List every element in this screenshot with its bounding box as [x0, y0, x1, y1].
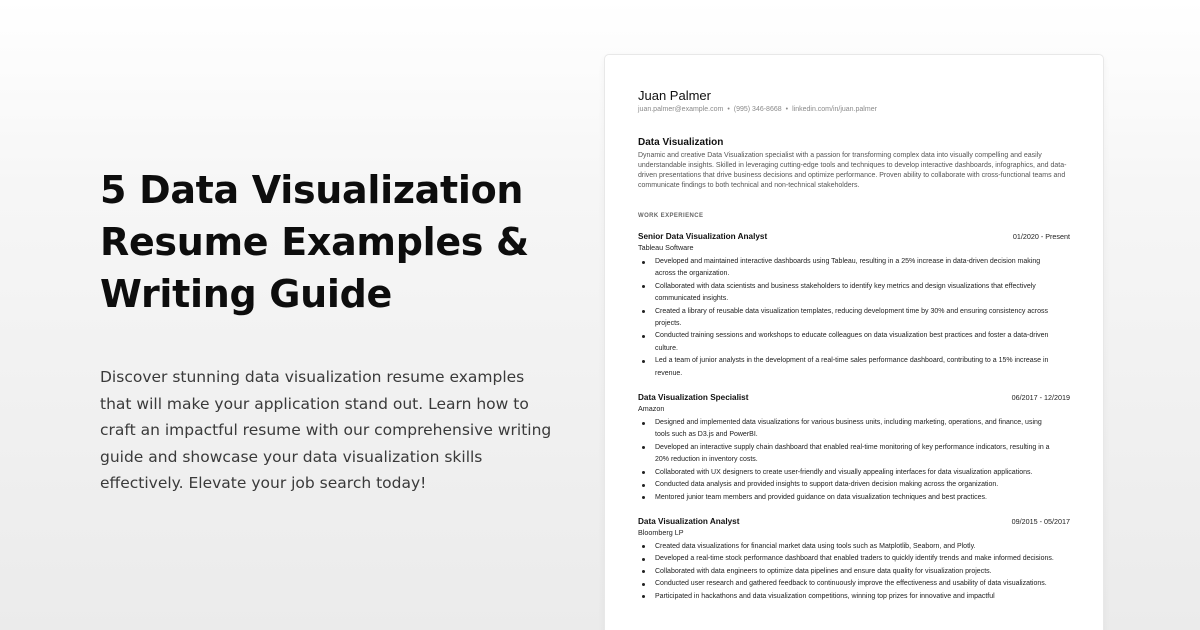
page-headline	[100, 164, 560, 320]
job-bullet: Mentored junior team members and provided guidance on data visualization techniques and best practices.	[655, 492, 1058, 504]
job-company: Bloomberg LP	[638, 527, 684, 537]
resume-summary: Dynamic and creative Data Visualization specialist with a passion for transforming complex data into visually compelling and easily understandable insights. Skilled in leveraging cutting-edge tools and techniques to develop interactive dashboards, infographics, and data-driven presentations that drive business decisions and optimize performance. Proven ability to collaborate with cross-functional teams and communicate findings to both technical and non-technical stakeholders.	[638, 152, 1067, 189]
job-company: Amazon	[638, 404, 665, 414]
job-header	[638, 232, 1070, 242]
job-title: Data Visualization Analyst	[638, 516, 740, 526]
job-title: Data Visualization Specialist	[638, 393, 749, 403]
contact-email: juan.palmer@example.com	[638, 106, 724, 113]
job-dates: 06/2017 - 12/2019	[1011, 393, 1070, 403]
job-bullet: Led a team of junior analysts in the development of a real-time sales performance dashboard, contributing to a 15% increase in revenue.	[655, 355, 1058, 380]
job-bullets	[638, 417, 1058, 504]
job-bullets	[638, 256, 1058, 380]
page-description: Discover stunning data visualization resume examples that will make your application stand out. Learn how to craft an impactful resume with our comprehensive writing guide and showcase your data visualization skills effectively. Elevate your job search today!	[100, 368, 552, 492]
job-bullet: Developed and maintained interactive dashboards using Tableau, resulting in a 25% increase in data-driven decision making across the organization.	[655, 256, 1058, 281]
job-bullet: Created data visualizations for financial market data using tools such as Matplotlib, Seaborn, and Plotly.	[655, 541, 1058, 553]
job-bullet: Designed and implemented data visualizations for various business units, including marketing, operations, and finance, using tools such as D3.js and PowerBI.	[655, 417, 1058, 442]
headline-line: Resume Examples &	[100, 220, 529, 264]
job-bullet: Conducted data analysis and provided insights to support data-driven decision making across the organization.	[655, 479, 1058, 491]
headline-line: 5 Data Visualization	[100, 168, 524, 212]
job-bullet: Developed a real-time stock performance dashboard that enabled traders to quickly identify trends and make informed decisions.	[655, 553, 1058, 565]
job-title: Senior Data Visualization Analyst	[638, 232, 768, 241]
contact-separator: •	[727, 106, 730, 113]
job-company: Tableau Software	[638, 243, 694, 252]
contact-separator: •	[785, 106, 789, 113]
job-dates: 09/2015 - 05/2017	[1011, 516, 1070, 526]
job-bullet: Participated in hackathons and data visualization competitions, winning top prizes for innovative and impactful	[655, 591, 1058, 603]
job-header	[638, 393, 1070, 403]
job-entry	[638, 393, 1070, 504]
job-entry	[638, 232, 1070, 380]
job-bullet: Collaborated with UX designers to create user-friendly and visually appealing interfaces for data visualization applications.	[655, 467, 1058, 479]
job-bullet: Collaborated with data engineers to optimize data pipelines and ensure data quality for visualization projects.	[655, 566, 1058, 578]
job-entry	[638, 517, 1070, 603]
section-heading-work-experience: WORK EXPERIENCE	[638, 213, 704, 219]
job-bullets	[638, 541, 1058, 603]
job-bullet: Developed an interactive supply chain dashboard that enabled real-time monitoring of key performance indicators, resulting in a 20% reduction in inventory costs.	[655, 442, 1058, 467]
resume-name: Juan Palmer	[638, 88, 711, 103]
resume-contact	[638, 105, 1070, 114]
job-bullet: Conducted training sessions and workshops to educate colleagues on data visualization best practices and foster a data-driven culture.	[655, 330, 1058, 355]
job-dates: 01/2020 - Present	[1012, 232, 1070, 241]
job-bullet: Conducted user research and gathered feedback to continuously improve the effectiveness and usability of data visualizations.	[655, 578, 1058, 590]
resume-preview	[605, 55, 1103, 630]
contact-linkedin: linkedin.com/in/juan.palmer	[792, 106, 877, 113]
headline-line: Writing Guide	[100, 272, 393, 316]
resume-title: Data Visualization	[638, 137, 724, 148]
job-bullet: Created a library of reusable data visualization templates, reducing development time by 30% and ensuring consistency across projects.	[655, 306, 1058, 331]
job-header	[638, 517, 1070, 527]
contact-phone: (995) 346-8668	[733, 106, 782, 113]
job-bullet: Collaborated with data scientists and business stakeholders to identify key metrics and design visualizations that effectively communicated insights.	[655, 281, 1058, 306]
hero-section	[100, 164, 560, 497]
